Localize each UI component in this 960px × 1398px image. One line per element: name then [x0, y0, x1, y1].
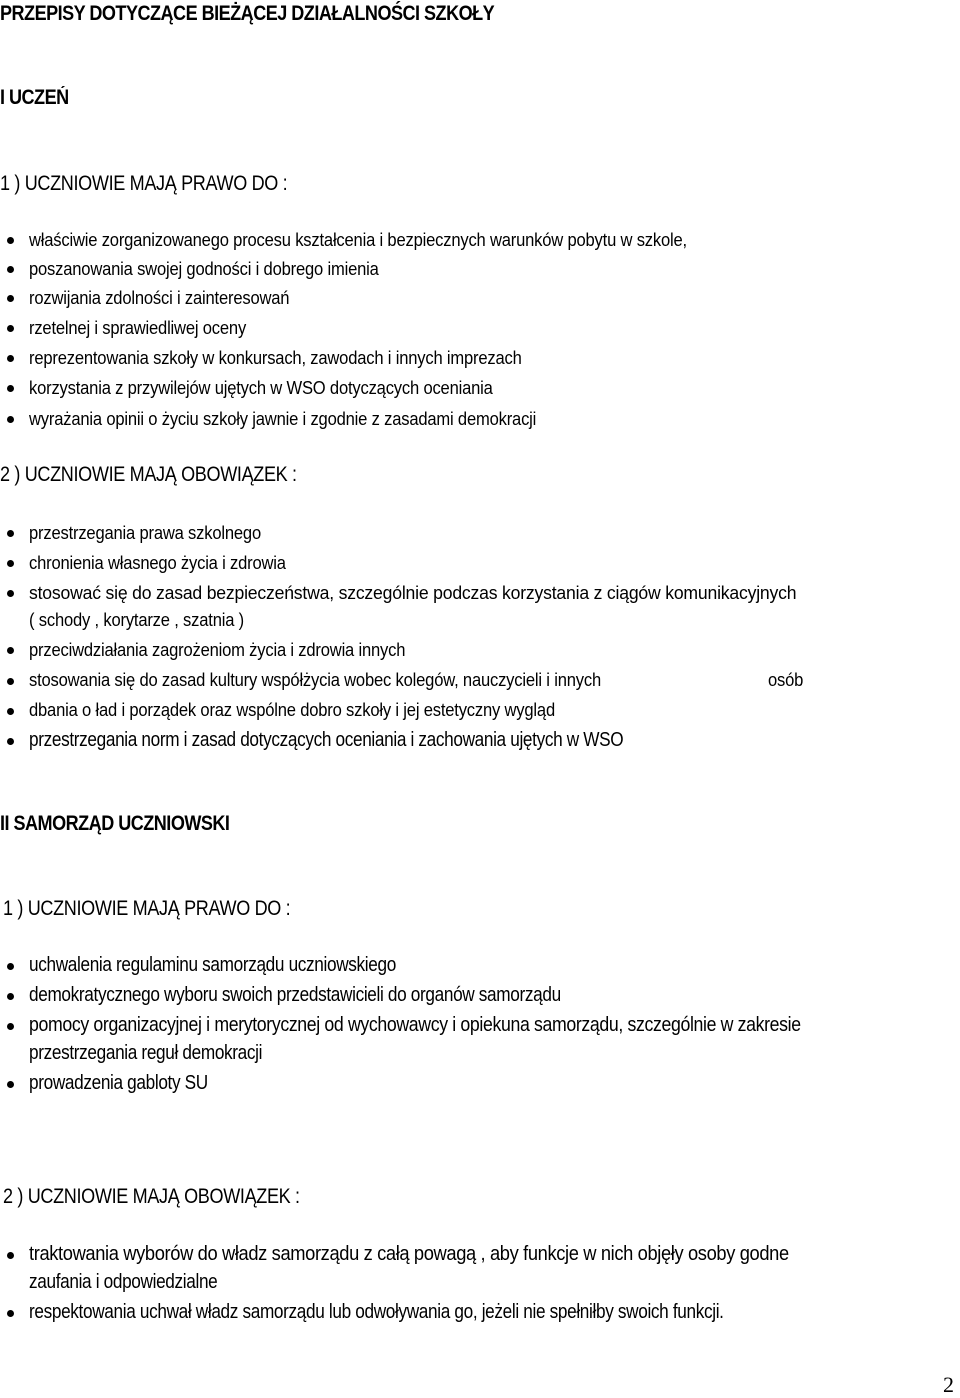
section-2-rights-heading: 1 ) UCZNIOWIE MAJĄ PRAWO DO :: [3, 897, 291, 920]
bullet-icon: [7, 530, 14, 537]
list-item: chronienia własnego życia i zdrowia: [29, 553, 286, 573]
bullet-icon: [7, 1310, 14, 1317]
bullet-icon: [7, 738, 14, 745]
bullet-icon: [7, 237, 14, 244]
list-item-continuation: ( schody , korytarze , szatnia ): [29, 610, 244, 630]
section-1-rights-heading: 1 ) UCZNIOWIE MAJĄ PRAWO DO :: [0, 172, 288, 195]
bullet-icon: [7, 266, 14, 273]
bullet-icon: [7, 295, 14, 302]
section-2-heading: II SAMORZĄD UCZNIOWSKI: [0, 812, 230, 835]
list-item: właściwie zorganizowanego procesu kształcenia i bezpiecznych warunków pobytu w szkole,: [29, 230, 687, 250]
bullet-icon: [7, 416, 14, 423]
section-1-heading: I UCZEŃ: [0, 86, 69, 109]
list-item: rzetelnej i sprawiedliwej oceny: [29, 318, 247, 338]
bullet-icon: [7, 1081, 14, 1088]
page-number: 2: [943, 1372, 954, 1397]
bullet-icon: [7, 708, 14, 715]
bullet-icon: [7, 993, 14, 1000]
list-item: pomocy organizacyjnej i merytorycznej od wychowawcy i opiekuna samorządu, szczególnie w zakresie: [29, 1014, 801, 1036]
bullet-icon: [7, 647, 14, 654]
list-item: prowadzenia gabloty SU: [29, 1072, 208, 1094]
list-item-continuation: przestrzegania reguł demokracji: [29, 1042, 263, 1064]
list-item: respektowania uchwał władz samorządu lub odwoływania go, jeżeli nie spełniłby swoich funkcji.: [29, 1301, 724, 1323]
list-item-continuation: zaufania i odpowiedzialne: [29, 1271, 218, 1293]
bullet-icon: [7, 1023, 14, 1030]
section-2-duties-heading: 2 ) UCZNIOWIE MAJĄ OBOWIĄZEK :: [3, 1185, 300, 1208]
list-item: uchwalenia regulaminu samorządu uczniowskiego: [29, 954, 396, 976]
list-item: wyrażania opinii o życiu szkoły jawnie i zgodnie z zasadami demokracji: [29, 409, 537, 429]
bullet-icon: [7, 678, 14, 685]
list-item: przeciwdziałania zagrożeniom życia i zdrowia innych: [29, 640, 406, 660]
bullet-icon: [7, 1252, 14, 1259]
list-item: dbania o ład i porządek oraz wspólne dobro szkoły i jej estetyczny wygląd: [29, 700, 555, 720]
bullet-icon: [7, 325, 14, 332]
list-item: rozwijania zdolności i zainteresowań: [29, 288, 290, 308]
list-item: przestrzegania prawa szkolnego: [29, 523, 261, 543]
bullet-icon: [7, 355, 14, 362]
list-item: stosowania się do zasad kultury współżycia wobec kolegów, nauczycieli i innych: [29, 670, 601, 690]
section-1-duties-heading: 2 ) UCZNIOWIE MAJĄ OBOWIĄZEK :: [0, 463, 297, 486]
bullet-icon: [7, 385, 14, 392]
list-item: traktowania wyborów do władz samorządu z całą powagą , aby funkcje w nich objęły osoby godne: [29, 1243, 789, 1265]
list-item: przestrzegania norm i zasad dotyczących oceniania i zachowania ujętych w WSO: [29, 729, 624, 751]
page-title: PRZEPISY DOTYCZĄCE BIEŻĄCEJ DZIAŁALNOŚCI SZKOŁY: [0, 2, 495, 25]
list-item: korzystania z przywilejów ujętych w WSO dotyczących oceniania: [29, 378, 493, 398]
bullet-icon: [7, 963, 14, 970]
list-item-word: osób: [768, 670, 804, 690]
list-item: poszanowania swojej godności i dobrego imienia: [29, 259, 379, 279]
bullet-icon: [7, 560, 14, 567]
bullet-icon: [7, 590, 14, 597]
list-item: reprezentowania szkoły w konkursach, zawodach i innych imprezach: [29, 348, 522, 368]
list-item: demokratycznego wyboru swoich przedstawicieli do organów samorządu: [29, 984, 561, 1006]
list-item: stosować się do zasad bezpieczeństwa, szczególnie podczas korzystania z ciągów komunikacyjnych: [29, 583, 797, 603]
